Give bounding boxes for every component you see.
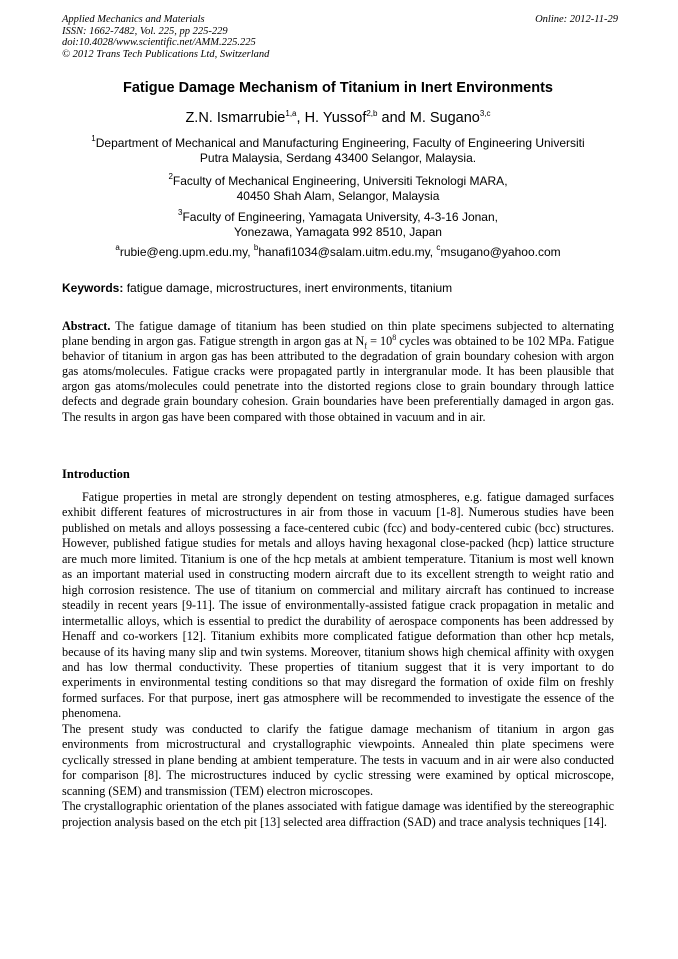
email-sup: c bbox=[436, 243, 441, 252]
introduction-body bbox=[62, 490, 614, 830]
author-sup: 3,c bbox=[479, 109, 491, 118]
copyright-line: © 2012 Trans Tech Publications Ltd, Switzerland bbox=[62, 48, 270, 60]
journal-header bbox=[62, 14, 618, 60]
keywords-label: Keywords: bbox=[62, 281, 124, 295]
affiliation-1 bbox=[62, 136, 614, 166]
online-date: Online: 2012-11-29 bbox=[535, 14, 618, 25]
abstract-text: cycles was obtained to be 102 MPa. Fatigue behavior of titanium in argon gas has been attributed to the degradation of grain boundary cohesion with argon gas atoms/molecules. Fatigue cracks were propagated partly in intergranular mode. It has been plausible that argon gas atoms/molecules could penetrate into the distorted regions close to grain boundary through lattice defects and degrade grain boundary cohesion. Grain boundaries have been preferentially damaged in argon gas. The results in argon gas have been compared with those obtained in vacuum and in air. bbox=[62, 334, 614, 424]
affiliation-line: Putra Malaysia, Serdang 43400 Selangor, Malaysia. bbox=[199, 151, 477, 165]
author-separator: and bbox=[377, 110, 410, 126]
keywords bbox=[62, 281, 614, 295]
author-name: Z.N. Ismarrubie bbox=[185, 110, 286, 126]
author-sup: 1,a bbox=[285, 109, 297, 118]
section-heading-introduction: Introduction bbox=[62, 467, 130, 481]
doi-line: doi:10.4028/www.scientific.net/AMM.225.225 bbox=[62, 37, 256, 48]
affiliation-2 bbox=[62, 174, 614, 204]
email-list bbox=[62, 245, 614, 259]
author-name: M. Sugano bbox=[409, 110, 480, 126]
email-sup: a bbox=[115, 243, 120, 252]
author-name: H. Yussof bbox=[304, 110, 367, 126]
journal-name: Applied Mechanics and Materials bbox=[62, 14, 205, 25]
paragraph: The present study was conducted to clarify the fatigue damage mechanism of titanium in argon gas environments from microstructural and crystallographic viewpoints. Annealed thin plate specimens were cyclically stressed in plane bending at ambient temperature. The tests in vacuum and in air were also conducted for comparison [8]. The microstructures induced by cyclic stressing were examined by optical microscope, scanning (SEM) and transmission (TEM) electron microscopes. bbox=[62, 721, 614, 798]
email-link[interactable]: rubie@eng.upm.edu.my, bbox=[119, 245, 254, 259]
email-sup: b bbox=[253, 243, 259, 252]
affiliation-line: Faculty of Engineering, Yamagata University, 4-3-16 Jonan, bbox=[182, 210, 498, 224]
email-link[interactable]: hanafi1034@salam.uitm.edu.my, bbox=[258, 245, 437, 259]
affiliation-sup: 1 bbox=[91, 134, 96, 143]
author-list bbox=[62, 110, 614, 126]
affiliation-3 bbox=[62, 210, 614, 240]
abstract-superscript: 8 bbox=[392, 333, 397, 343]
affiliation-line: Department of Mechanical and Manufacturing Engineering, Faculty of Engineering Universiti bbox=[95, 136, 585, 150]
abstract-subscript: f bbox=[364, 341, 368, 351]
affiliation-line: Yonezawa, Yamagata 992 8510, Japan bbox=[234, 225, 442, 239]
abstract bbox=[62, 319, 614, 425]
issn-line: ISSN: 1662-7482, Vol. 225, pp 225-229 bbox=[62, 25, 228, 37]
author-sup: 2,b bbox=[366, 109, 378, 118]
paragraph: The crystallographic orientation of the planes associated with fatigue damage was identified by the stereographic projection analysis based on the etch pit [13] selected area diffraction (SAD) and trace analysis techniques [14]. bbox=[62, 799, 614, 829]
email-link[interactable]: msugano@yahoo.com bbox=[440, 245, 561, 259]
affiliation-line: 40450 Shah Alam, Selangor, Malaysia bbox=[236, 189, 440, 203]
keywords-text: fatigue damage, microstructures, inert environments, titanium bbox=[123, 281, 453, 295]
affiliation-sup: 2 bbox=[168, 172, 173, 181]
abstract-text: = 10 bbox=[367, 334, 393, 349]
paper-title: Fatigue Damage Mechanism of Titanium in Inert Environments bbox=[123, 80, 553, 96]
author-separator: , bbox=[296, 110, 305, 126]
abstract-label: Abstract. bbox=[62, 319, 111, 333]
affiliation-line: Faculty of Mechanical Engineering, Universiti Teknologi MARA, bbox=[172, 174, 508, 188]
paragraph: Fatigue properties in metal are strongly dependent on testing atmospheres, e.g. fatigue damaged surfaces exhibit different features of microstructures in air from those in vacuum [1-8]. Numerous studies have been published on metals and alloys possessing a face-centered cubic (fcc) and body-centered cubic (bcc) structures. However, published fatigue studies for metals and alloys having hexagonal close-packed (hcp) lattice structure are much more limited. Titanium is one of the hcp metals at ambient temperature. Titanium is most well known as an important material used in constructing modern aircraft due to its excellent strength to weight ratio and high corrosion resistence. The use of titanium on commercial and military aircraft has continued to increase steadily in recent years [9-11]. The issue of environmentally-assisted fatigue crack propagation in metalic and intermetallic alloys, which is essential to predict the durability of aerospace components has been addressed by Henaff and co-workers [12]. Titanium exhibits more complicated fatigue deformation than other hcp metals, because of its having many slip and twin systems. Moreover, titanium shows high chemical affinity with oxygen and has low thermal conductivity. These properties of titanium suggest that it is very important to do experiments in environmental testing conditions so that may disregard the formation of oxide film on freshly formed surfaces. For that purpose, inert gas atmosphere will be recommended to investigate the essence of the phenomena. bbox=[62, 490, 614, 721]
affiliation-sup: 3 bbox=[178, 208, 183, 217]
abstract-text: The fatigue damage of titanium has been studied on thin plate specimens subjected to alternating plane bending in argon gas. Fatigue strength in argon gas at N bbox=[62, 319, 614, 349]
